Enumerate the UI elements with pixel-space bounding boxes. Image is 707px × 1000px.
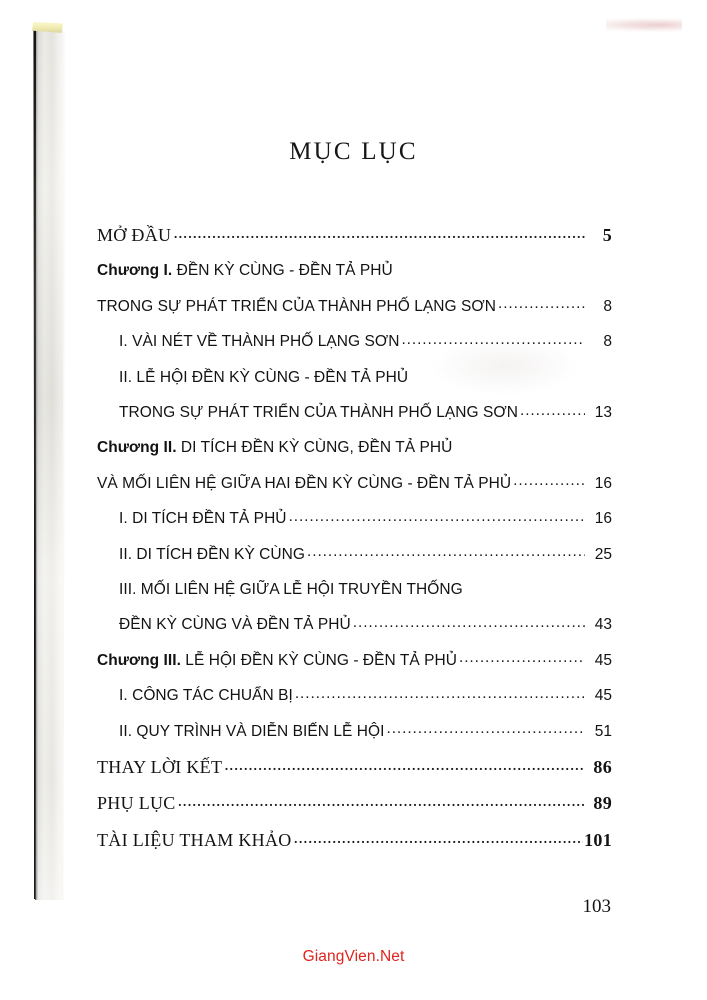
- toc-entry-page-number: 45: [594, 651, 612, 669]
- toc-entry-page-number: 5: [602, 224, 612, 245]
- toc-dot-leader: [295, 687, 585, 701]
- toc-entry-title: TRONG SỰ PHÁT TRIỂN CỦA THÀNH PHỐ LẠNG SƠN: [119, 404, 518, 422]
- toc-dot-leader: [224, 759, 585, 773]
- toc-entry-chapter-prefix: Chương III.: [97, 651, 181, 669]
- toc-entry-page-number: 89: [593, 793, 612, 814]
- toc-entry-label: [119, 511, 287, 527]
- toc-entry-label: [97, 263, 393, 279]
- toc-entry-page-number: 8: [603, 297, 612, 315]
- toc-entry[interactable]: [97, 279, 612, 314]
- toc-entry-page-number: 86: [593, 756, 612, 777]
- toc-entry-title: MỞ ĐẦU: [97, 224, 172, 245]
- toc-entry[interactable]: [97, 385, 612, 420]
- toc-entry-page-number: 16: [594, 510, 612, 528]
- toc-entry-page-number: 16: [594, 474, 612, 492]
- toc-entry-page-number: 51: [594, 722, 612, 740]
- toc-dot-leader: [294, 832, 584, 846]
- toc-entry[interactable]: [97, 527, 612, 562]
- toc-entry-label: [97, 758, 222, 776]
- toc-entry[interactable]: [97, 776, 612, 813]
- toc-entry-label: [119, 334, 399, 350]
- table-of-contents: [97, 207, 612, 849]
- toc-entry[interactable]: [97, 739, 612, 776]
- toc-entry[interactable]: [97, 812, 612, 849]
- toc-entry-title: VÀ MỐI LIÊN HỆ GIỮA HAI ĐỀN KỲ CÙNG - ĐỀN TẢ PHỦ: [97, 474, 512, 492]
- toc-entry[interactable]: [97, 598, 612, 633]
- toc-entry[interactable]: [97, 704, 612, 739]
- toc-entry-label: [119, 582, 463, 598]
- toc-entry-label: [97, 440, 452, 456]
- toc-entry-title: THAY LỜI KẾT: [97, 756, 223, 777]
- toc-entry-title: TÀI LIỆU THAM KHẢO: [97, 829, 292, 850]
- toc-entry-title: I. DI TÍCH ĐỀN TẢ PHỦ: [119, 510, 287, 528]
- page-number: 103: [582, 896, 611, 917]
- scan-smudge-top-right: [606, 18, 682, 32]
- toc-entry-chapter-prefix: Chương I.: [97, 262, 173, 280]
- toc-entry-page-number: 45: [594, 687, 612, 705]
- page-title: MỤC LỤC: [289, 138, 418, 165]
- toc-entry-chapter-prefix: Chương II.: [97, 439, 177, 457]
- toc-entry-label: [119, 547, 305, 563]
- toc-entry[interactable]: [97, 456, 612, 491]
- toc-entry-title: II. DI TÍCH ĐỀN KỲ CÙNG: [119, 545, 306, 563]
- toc-entry[interactable]: [97, 207, 612, 244]
- toc-dot-leader: [513, 474, 585, 488]
- toc-entry-label: [97, 299, 496, 315]
- toc-dot-leader: [520, 404, 585, 418]
- toc-entry-title: PHỤ LỤC: [97, 793, 176, 814]
- toc-entry-label: [119, 724, 385, 740]
- toc-entry-title: ĐỀN KỲ CÙNG VÀ ĐỀN TẢ PHỦ: [119, 616, 351, 634]
- toc-dot-leader: [178, 795, 585, 809]
- toc-entry-title: I. CÔNG TÁC CHUẨN BỊ: [119, 687, 293, 705]
- toc-entry-label: [97, 476, 511, 492]
- toc-dot-leader: [387, 722, 586, 736]
- toc-entry-title: I. VÀI NÉT VỀ THÀNH PHỐ LẠNG SƠN: [119, 333, 400, 351]
- toc-entry-page-number: 13: [594, 404, 612, 422]
- toc-dot-leader: [401, 333, 585, 347]
- toc-dot-leader: [498, 297, 585, 311]
- toc-entry[interactable]: [97, 491, 612, 526]
- toc-dot-leader: [173, 227, 585, 241]
- toc-entry[interactable]: [97, 421, 612, 456]
- toc-entry[interactable]: [97, 562, 612, 597]
- watermark-giangvien: GiangVien.Net: [302, 948, 405, 965]
- toc-entry-page-number: 8: [603, 333, 612, 351]
- toc-entry[interactable]: [97, 244, 612, 279]
- spine-top-cap: [32, 22, 63, 33]
- toc-entry-label: [119, 617, 351, 633]
- toc-entry[interactable]: [97, 668, 612, 703]
- toc-entry-title: II. QUY TRÌNH VÀ DIỄN BIẾN LỄ HỘI: [119, 722, 385, 740]
- toc-entry-title: DI TÍCH ĐỀN KỲ CÙNG, ĐỀN TẢ PHỦ: [176, 439, 453, 457]
- toc-entry[interactable]: [97, 633, 612, 668]
- toc-entry-page-number: 25: [594, 545, 612, 563]
- toc-entry-page-number: 101: [584, 829, 612, 850]
- toc-dot-leader: [353, 616, 585, 630]
- toc-entry[interactable]: [97, 314, 612, 349]
- toc-entry-title: II. LỄ HỘI ĐỀN KỲ CÙNG - ĐỀN TẢ PHỦ: [119, 368, 409, 386]
- toc-entry-label: [97, 226, 171, 244]
- toc-dot-leader: [307, 545, 585, 559]
- toc-dot-leader: [289, 510, 585, 524]
- toc-entry-page-number: 43: [594, 616, 612, 634]
- toc-entry-title: III. MỐI LIÊN HỆ GIỮA LỄ HỘI TRUYỀN THỐNG: [119, 581, 463, 598]
- toc-entry-label: [97, 794, 176, 812]
- toc-entry-label: [97, 831, 292, 849]
- toc-entry-title: ĐỀN KỲ CÙNG - ĐỀN TẢ PHỦ: [172, 262, 393, 280]
- toc-entry-label: [97, 653, 457, 669]
- toc-entry-title: LỄ HỘI ĐỀN KỲ CÙNG - ĐỀN TẢ PHỦ: [180, 651, 457, 669]
- toc-entry[interactable]: [97, 350, 612, 385]
- toc-dot-leader: [459, 651, 585, 665]
- toc-entry-label: [119, 370, 408, 386]
- toc-entry-label: [119, 405, 518, 421]
- toc-entry-label: [119, 688, 293, 704]
- toc-entry-title: TRONG SỰ PHÁT TRIỂN CỦA THÀNH PHỐ LẠNG SƠN: [97, 297, 496, 315]
